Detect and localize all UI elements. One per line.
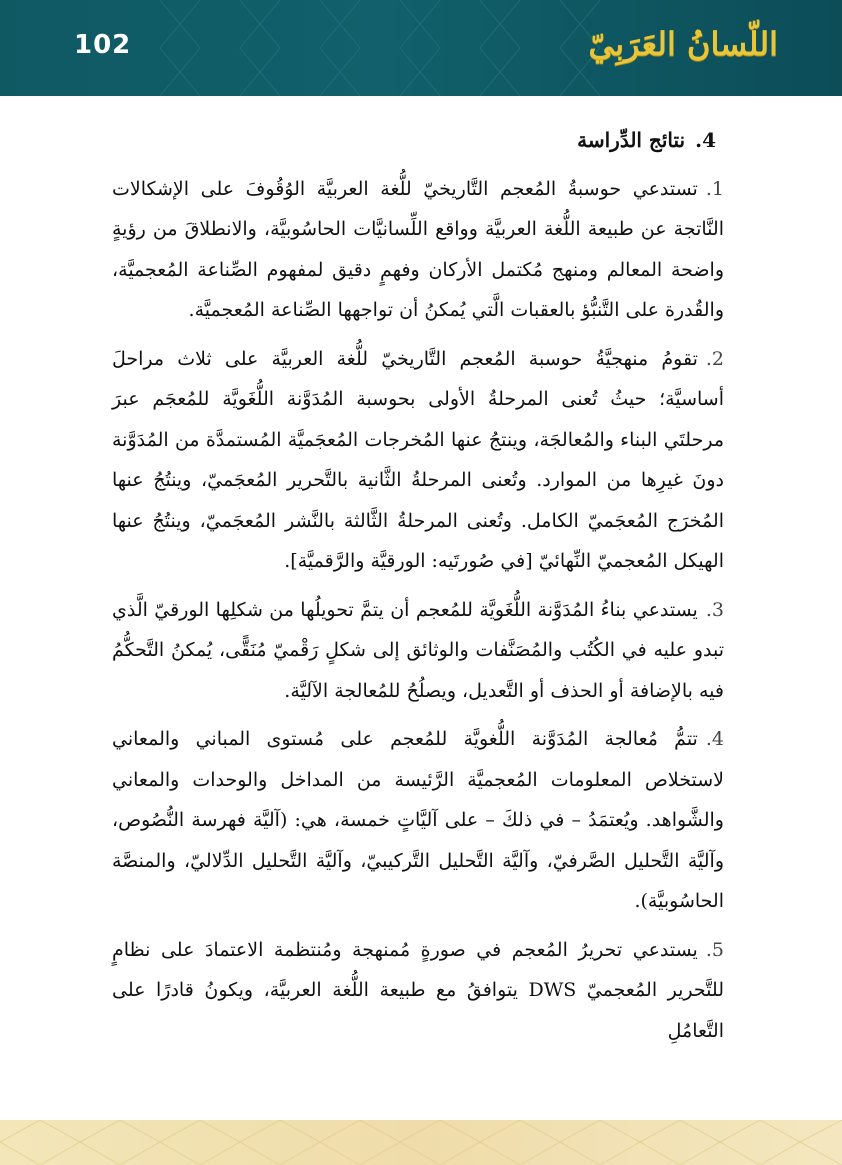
paragraph-text: تتمُّ مُعالجة المُدَوَّنة اللُّغويَّة للمُعجم على مُستوى المباني والمعاني لاستخلاص المعلومات المُعجميَّة الرَّئيسة من المداخل والوحدات والمعاني والشَّواهد. ويُعتمَدُ – في ذلكَ – على آليَّاتٍ خمسة، هي: (آليَّة فهرسة النُّصُوص، وآليَّة التَّحليل الصَّرفيّ، وآليَّة التَّحليل التَّركيبيّ، وآليَّة التَّحليل الدِّلاليّ، والمنصَّة الحاسُوبيَّة). <box>112 728 724 912</box>
page-number: 102 <box>74 30 132 60</box>
paragraph-number: 2. <box>705 347 724 370</box>
paragraph <box>112 590 724 712</box>
paragraph <box>112 719 724 922</box>
paragraph-text: يستدعي تحريرُ المُعجم في صورةٍ مُمنهجة ومُنتظمة الاعتمادَ على نظامٍ للتَّحرير المُعجميّ DWS يتوافقُ مع طبيعة اللُّغة العربيَّة، ويكونُ قادرًا على التَّعامُلِ <box>112 938 724 1042</box>
paragraph-number: 4. <box>705 728 724 750</box>
journal-logo: اللّسانُ العَرَبِيّ <box>588 25 778 63</box>
paragraph-text: يستدعي بناءُ المُدَوَّنة اللُّغَويَّة للمُعجم أن يتمَّ تحويلُها من شكلِها الورقيّ الَّذي تبدو عليه في الكُتُب والمُصَنَّفات والوثائق إلى شكلٍ رَقْميّ مُنَقًّى، يُمكنُ التَّحكُّمُ فيه بالإضافة أو الحذف أو التَّعديل، ويصلُحُ للمُعالجة الآليَّة. <box>112 598 724 702</box>
paragraph <box>112 169 724 331</box>
section-title: نتائج الدِّراسة <box>577 128 686 152</box>
page-header <box>0 0 842 96</box>
paragraph <box>112 930 724 1052</box>
paragraph <box>112 339 724 582</box>
section-heading <box>112 120 716 161</box>
paragraph-number: 1. <box>705 177 724 200</box>
paragraph-number: 3. <box>705 598 724 621</box>
section-number: 4. <box>695 128 716 152</box>
page-footer-band <box>0 1120 842 1165</box>
footer-ornament-pattern <box>0 1120 842 1165</box>
paragraph-text: تقومُ منهجيَّةُ حوسبة المُعجم التَّاريخيّ للُّغة العربيَّة على ثلاث مراحلَ أساسيَّة؛ حيثُ تُعنى المرحلةُ الأولى بحوسبة المُدَوَّنة اللُّغَويَّة للمُعجَم عبرَ مرحلتَي البناء والمُعالجَة، وينتجُ عنها المُخرجات المُعجَميَّة المُستمدَّة من المُدَوَّنة دونَ غيرِها من الموارد. وتُعنى المرحلةُ الثَّانية بالتَّحرير المُعجَميّ، وينتُجُ عنها المُخرَج المُعجَميّ الكامل. وتُعنى المرحلةُ الثَّالثة بالنَّشر المُعجَميّ، وينتُجُ عنها الهيكل المُعجميّ النِّهائيّ [في صُورتَيه: الورقيَّة والرَّقميَّة]. <box>112 347 724 572</box>
paragraph-text: تستدعي حوسبةُ المُعجم التَّاريخيّ للُّغة العربيَّة الوُقُوفَ على الإشكالات النَّاتجة عن طبيعة اللُّغة العربيَّة وواقع اللِّسانيَّات الحاسُوبيَّة، والانطلاقَ من رؤيةٍ واضحة المعالم ومنهج مُكتمل الأركان وفهمٍ دقيق لمفهوم الصِّناعة المُعجميَّة، والقُدرة على التَّنبُّؤ بالعقبات الَّتي يُمكنُ أن تواجهها الصِّناعة المُعجميَّة. <box>112 177 724 321</box>
article-body <box>112 120 724 1059</box>
paragraph-number: 5. <box>705 938 724 961</box>
